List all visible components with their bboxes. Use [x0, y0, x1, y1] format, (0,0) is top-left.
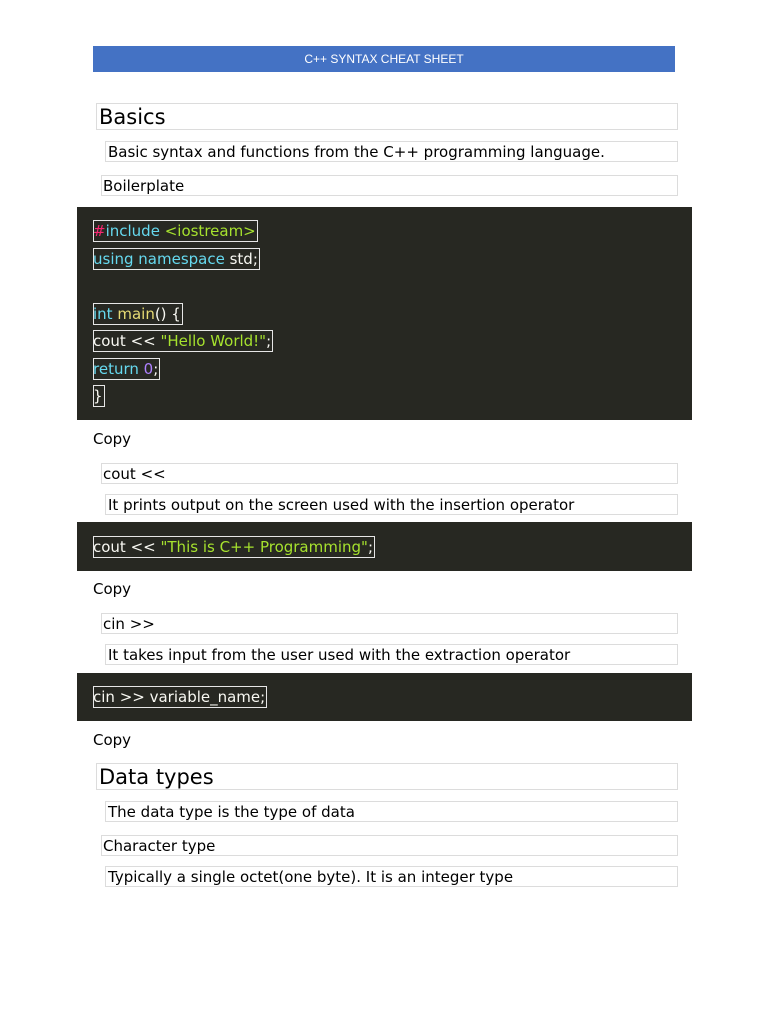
code-token: 0	[143, 359, 154, 378]
code-token: <iostream>	[164, 222, 256, 240]
code-line	[93, 330, 273, 352]
code-line	[93, 248, 260, 270]
data-types-heading: Data types	[96, 763, 678, 790]
code-token: int	[93, 304, 113, 323]
code-line	[93, 358, 160, 380]
code-line	[93, 220, 258, 242]
code-token: ;	[153, 359, 159, 378]
banner-title: C++ SYNTAX CHEAT SHEET	[304, 52, 464, 66]
code-token: cout <<	[93, 332, 161, 350]
cin-code-block	[77, 673, 692, 721]
code-token: () {	[154, 304, 181, 323]
code-token: "This is C++ Programming"	[160, 538, 368, 556]
code-line	[93, 536, 375, 558]
cout-code-block	[77, 522, 692, 571]
code-token: std;	[224, 249, 258, 268]
boilerplate-code-block	[77, 207, 692, 420]
cin-title: cin >>	[101, 613, 678, 634]
cout-description: It prints output on the screen used with the insertion operator	[105, 494, 678, 515]
code-token: "Hello World!"	[160, 332, 267, 350]
character-type-description: Typically a single octet(one byte). It is an integer type	[105, 866, 678, 887]
code-token: cout <<	[93, 538, 161, 556]
cin-description: It takes input from the user used with the extraction operator	[105, 644, 678, 665]
code-token: cin >> variable_name;	[93, 688, 266, 706]
code-token: }	[93, 387, 103, 405]
code-line	[93, 686, 267, 708]
code-line	[93, 385, 105, 407]
character-type-title: Character type	[101, 835, 678, 856]
code-token: ;	[266, 332, 272, 350]
copy-button[interactable]: Copy	[93, 430, 132, 448]
copy-button[interactable]: Copy	[93, 580, 132, 598]
cout-title: cout <<	[101, 463, 678, 484]
code-line	[93, 303, 183, 325]
code-token: using namespace	[93, 249, 225, 268]
boilerplate-title: Boilerplate	[101, 175, 678, 196]
code-token: main	[117, 304, 155, 323]
copy-button[interactable]: Copy	[93, 731, 132, 749]
code-token: #	[93, 222, 106, 240]
data-types-description: The data type is the type of data	[105, 801, 678, 822]
cheat-sheet-banner	[93, 46, 675, 72]
basics-description: Basic syntax and functions from the C++ programming language.	[105, 141, 678, 162]
code-token: include	[105, 222, 165, 240]
code-token: return	[93, 359, 139, 378]
basics-heading: Basics	[96, 103, 678, 130]
code-token: ;	[367, 538, 374, 556]
